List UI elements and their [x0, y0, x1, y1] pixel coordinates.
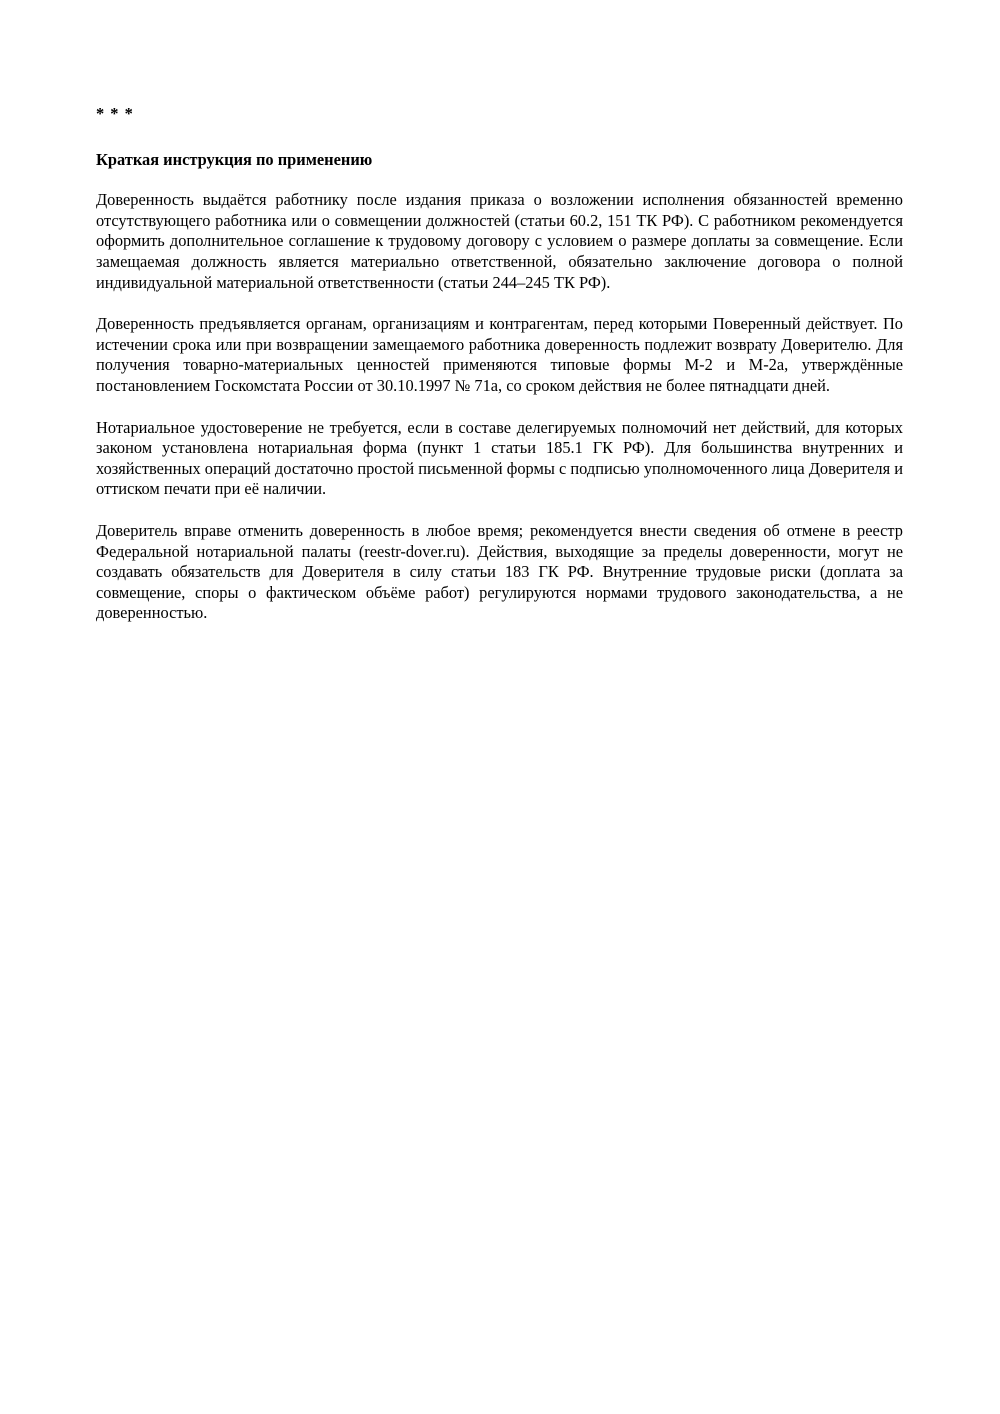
- paragraph-presentation: Доверенность предъявляется органам, организациям и контрагентам, перед которыми Поверенный действует. По истечении срока или при возвращении замещаемого работника доверенность подлежит возврату Доверителю. Для получения товарно-материальных ценностей применяются типовые формы М-2 и М-2а, утверждённые постановлением Госкомстата России от 30.10.1997 № 71а, со сроком действия не более пятнадцати дней.: [96, 314, 903, 395]
- paragraph-issuance: Доверенность выдаётся работнику после издания приказа о возложении исполнения обязанностей временно отсутствующего работника или о совмещении должностей (статьи 60.2, 151 ТК РФ). С работником рекомендуется оформить дополнительное соглашение к трудовому договору с условием о размере доплаты за совмещение. Если замещаемая должность является материально ответственной, обязательно заключение договора о полной индивидуальной материальной ответственности (статьи 244–245 ТК РФ).: [96, 190, 903, 292]
- paragraph-notarization: Нотариальное удостоверение не требуется, если в составе делегируемых полномочий нет действий, для которых законом установлена нотариальная форма (пункт 1 статьи 185.1 ГК РФ). Для большинства внутренних и хозяйственных операций достаточно простой письменной формы с подписью уполномоченного лица Доверителя и оттиском печати при её наличии.: [96, 417, 903, 499]
- document-body: [96, 104, 903, 645]
- section-separator: * * *: [96, 104, 134, 123]
- paragraph-revocation: Доверитель вправе отменить доверенность в любое время; рекомендуется внести сведения об отмене в реестр Федеральной нотариальной палаты (reestr-dover.ru). Действия, выходящие за пределы доверенности, могут не создавать обязательств для Доверителя в силу статьи 183 ГК РФ. Внутренние трудовые риски (доплата за совмещение, споры о фактическом объёме работ) регулируются нормами трудового законодательства, а не доверенностью.: [96, 520, 903, 623]
- section-heading: Краткая инструкция по применению: [96, 149, 373, 169]
